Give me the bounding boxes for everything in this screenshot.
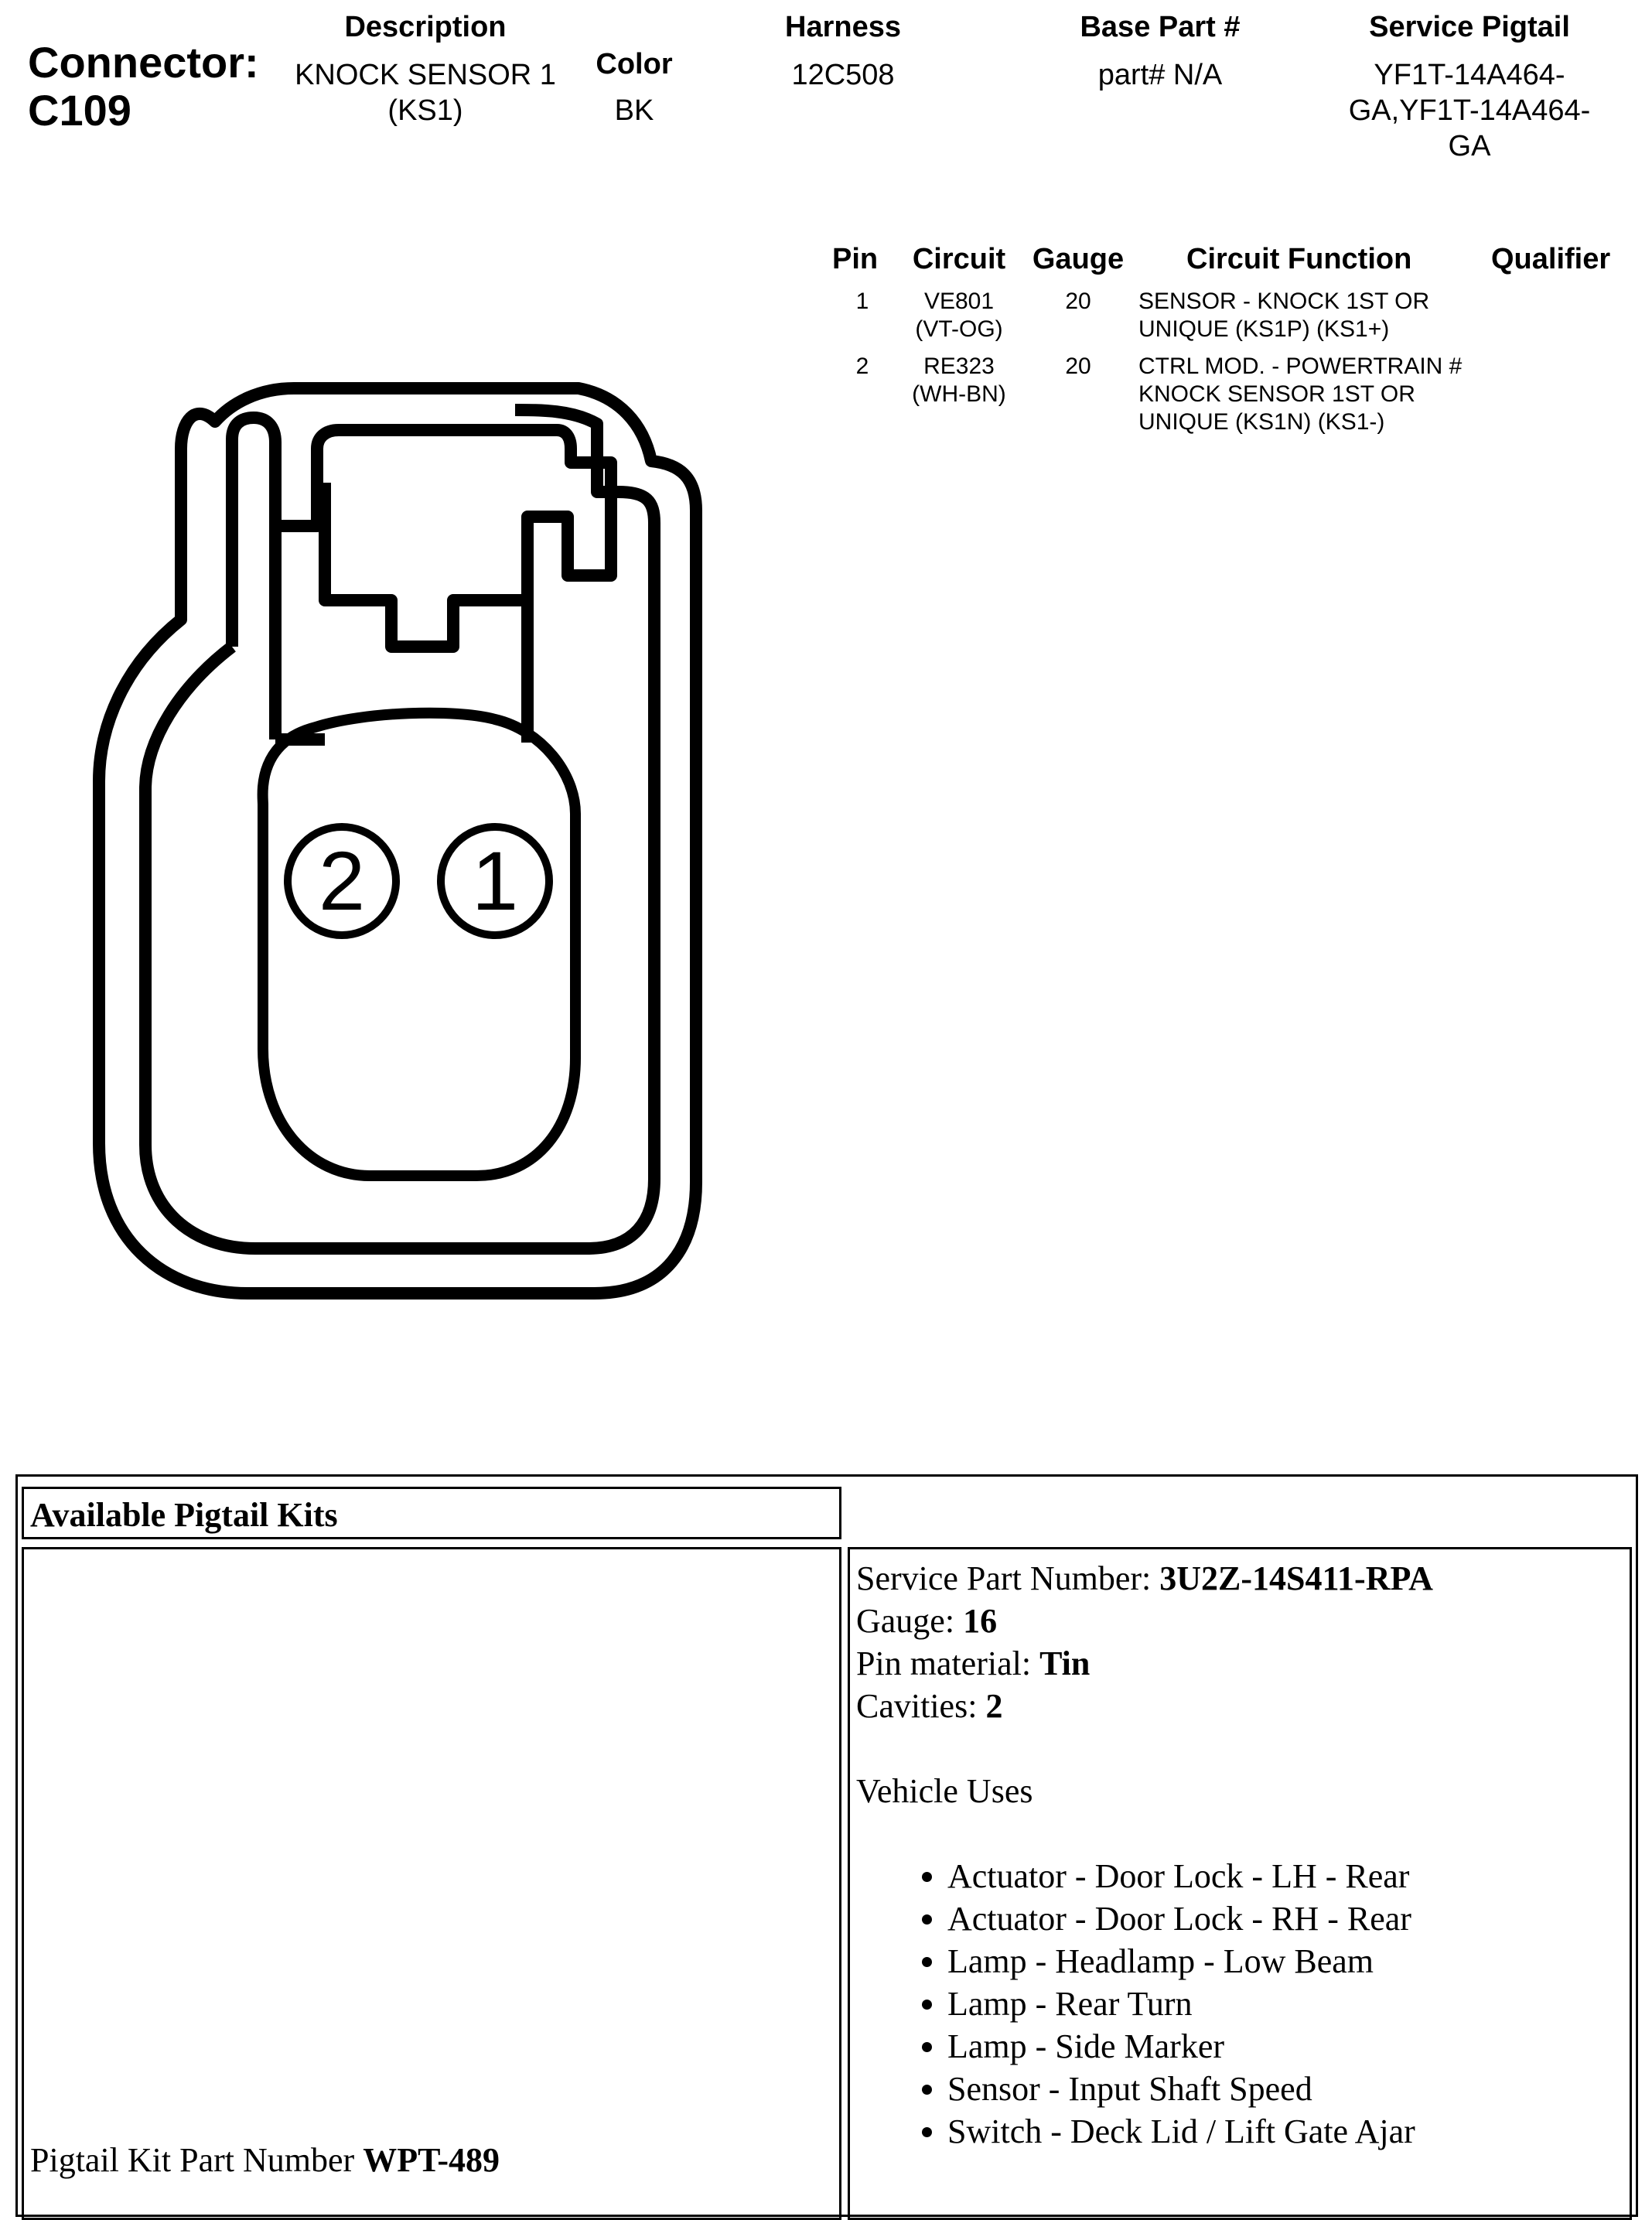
pin-row-1-pin: 1 — [855, 289, 869, 314]
pin-material-row — [856, 1642, 1622, 1685]
pin-row-1-circuit-id: VE801 — [923, 289, 995, 314]
pin-table-header-circuit: Circuit — [912, 243, 1006, 275]
service-pigtail-line-2: GA,YF1T-14A464- — [1348, 94, 1591, 127]
pin-row-1-function-line-2: UNIQUE (KS1P) (KS1+) — [1138, 316, 1390, 342]
vehicle-uses-label: Vehicle Uses — [856, 1772, 1033, 1810]
pin-material-value: Tin — [1039, 1645, 1091, 1682]
connector-label: Connector: — [28, 38, 259, 87]
base-part-header: Base Part # — [1080, 11, 1241, 43]
pin-row-2-pin: 2 — [855, 353, 869, 379]
cavities-row — [856, 1685, 1622, 1727]
pin-row-1-circuit-color: (VT-OG) — [915, 316, 1003, 342]
pin-row-2-function-line-2: KNOCK SENSOR 1ST OR — [1138, 381, 1415, 407]
pin-1-label: 1 — [471, 834, 519, 927]
base-part-value: part# N/A — [1097, 59, 1223, 91]
gauge-label: Gauge: — [856, 1602, 964, 1640]
pigtail-kits-title: Available Pigtail Kits — [30, 1496, 338, 1534]
pin-row-2-circuit-color: (WH-BN) — [912, 381, 1006, 407]
service-part-number-label: Service Part Number: — [856, 1559, 1160, 1597]
list-item: • Switch - Deck Lid / Lift Gate Ajar — [947, 2110, 1622, 2153]
pin-row-1-function — [1138, 288, 1494, 343]
pin-row-2-gauge: 20 — [1065, 353, 1091, 379]
cavities-value: 2 — [985, 1687, 1003, 1725]
pin-row-1-gauge: 20 — [1065, 289, 1091, 314]
service-pigtail-header: Service Pigtail — [1369, 11, 1570, 43]
pigtail-kit-specs — [856, 1557, 1622, 2153]
description-header: Description — [344, 11, 507, 43]
gauge-value: 16 — [963, 1602, 998, 1640]
color-value: BK — [614, 94, 654, 127]
connector-face-diagram — [0, 0, 773, 1330]
pin-row-2-function — [1138, 353, 1525, 436]
cavities-label: Cavities: — [856, 1687, 986, 1725]
vehicle-uses-list — [850, 1855, 1622, 2153]
pin-row-2-function-line-3: UNIQUE (KS1N) (KS1-) — [1138, 409, 1385, 435]
pin-table-header-pin: Pin — [832, 243, 879, 275]
color-header: Color — [596, 48, 673, 80]
pin-material-label: Pin material: — [856, 1645, 1040, 1682]
list-item: • Actuator - Door Lock - RH - Rear — [947, 1897, 1622, 1940]
pigtail-kit-part-number-value: WPT-489 — [363, 2141, 500, 2179]
pigtail-kit-specs-cell — [848, 1547, 1632, 2220]
service-pigtail-line-1: YF1T-14A464- — [1374, 59, 1565, 91]
pin-2-label: 2 — [318, 834, 366, 927]
pin-row-2-circuit-id: RE323 — [923, 353, 995, 379]
pin-table-header-qualifier: Qualifier — [1491, 243, 1611, 275]
list-item: • Lamp - Headlamp - Low Beam — [947, 1940, 1622, 1983]
list-item: • Actuator - Door Lock - LH - Rear — [947, 1855, 1622, 1897]
gauge-row — [856, 1600, 1622, 1642]
harness-header: Harness — [785, 11, 901, 43]
connector-id: C109 — [28, 86, 131, 135]
pin-row-2-function-line-1: CTRL MOD. - POWERTRAIN # — [1138, 353, 1463, 379]
description-line-2: (KS1) — [387, 94, 463, 127]
list-item: • Lamp - Rear Turn — [947, 1983, 1622, 2025]
list-item: • Lamp - Side Marker — [947, 2025, 1622, 2068]
harness-value: 12C508 — [791, 59, 895, 91]
pin-row-2-circuit — [897, 353, 1021, 408]
list-item: • Sensor - Input Shaft Speed — [947, 2068, 1622, 2110]
pin-row-1-circuit — [897, 288, 1021, 343]
description-line-1: KNOCK SENSOR 1 — [295, 59, 556, 91]
pin-cavity-body — [263, 713, 575, 1176]
service-pigtail-line-3: GA — [1448, 130, 1491, 162]
service-part-number-row — [856, 1557, 1622, 1600]
pigtail-kits-title-cell — [22, 1487, 841, 1539]
service-part-number-value: 3U2Z-14S411-RPA — [1159, 1559, 1433, 1597]
housing-side-channel — [232, 418, 611, 743]
pin-table-header-function: Circuit Function — [1186, 243, 1412, 275]
pin-table-header-gauge: Gauge — [1032, 243, 1125, 275]
pigtail-kit-image-cell — [22, 1547, 841, 2220]
pigtail-kit-part-number-label: Pigtail Kit Part Number — [30, 2141, 364, 2179]
pin-row-1-function-line-1: SENSOR - KNOCK 1ST OR — [1138, 289, 1430, 314]
pigtail-kit-part-number — [30, 2139, 500, 2181]
service-pigtail-value — [1315, 57, 1624, 164]
